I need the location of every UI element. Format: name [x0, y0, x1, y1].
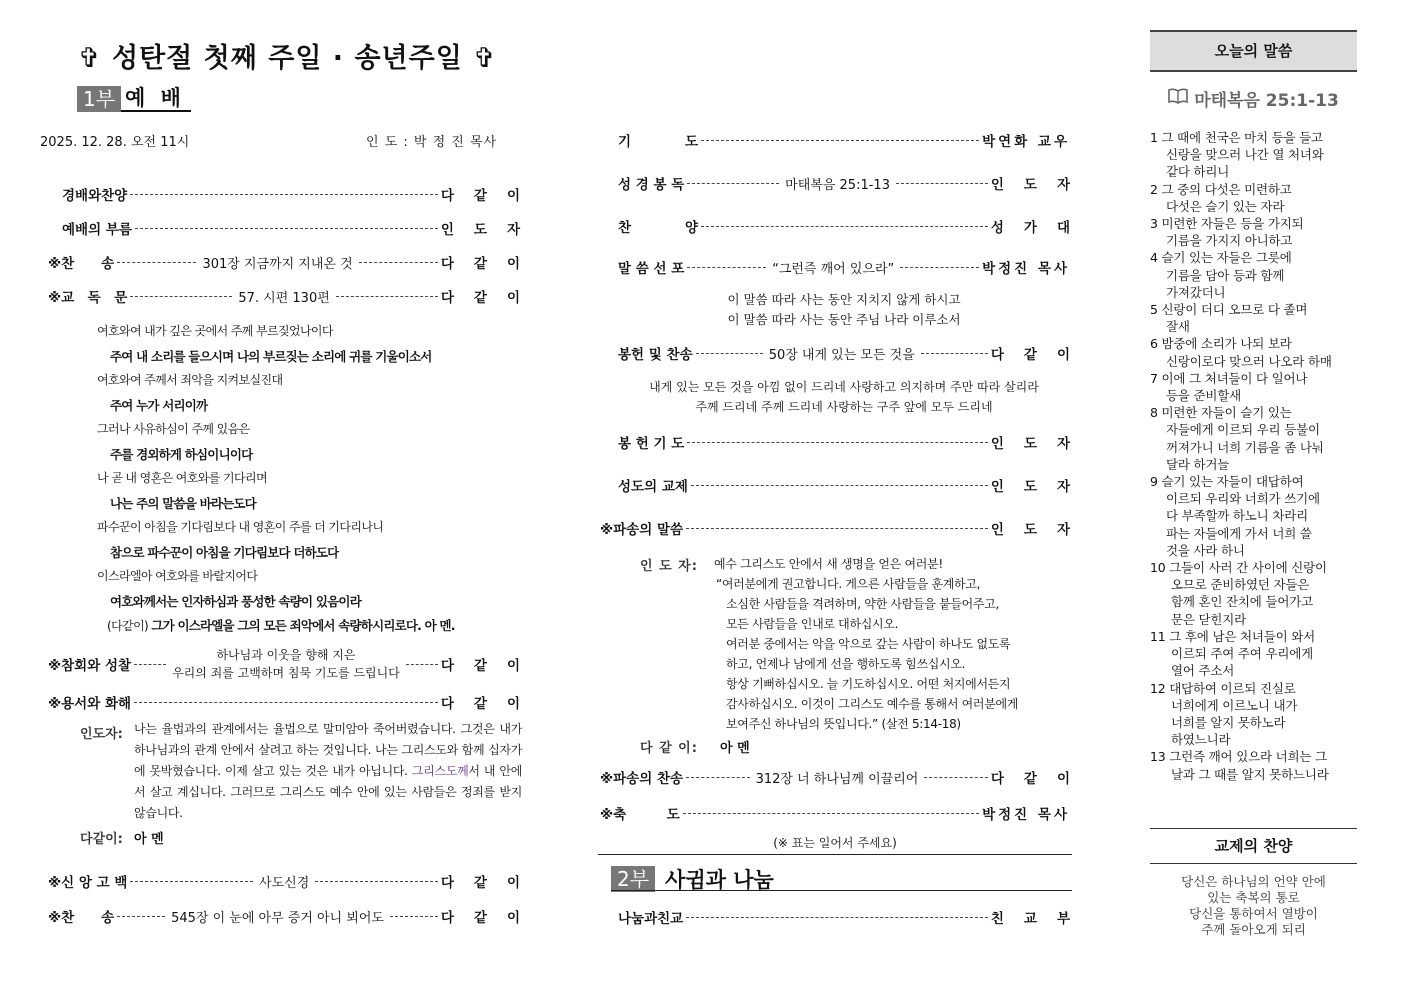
order-row [618, 474, 1090, 496]
sending-line: 예수 그리스도 안에서 새 생명을 얻은 여러분! [714, 557, 943, 571]
sermon-response-line: 이 말씀 따라 사는 동안 주님 나라 이루소서 [727, 312, 961, 327]
order-label: ※용서와 화해 [48, 696, 132, 712]
responsive-reading [97, 322, 517, 641]
order-detail: 50장 내게 있는 모든 것을 [768, 347, 915, 363]
order-detail: 301장 지금까지 지내온 것 [202, 256, 353, 272]
order-row [48, 251, 540, 273]
hymn-lyric-line: 당신은 하나님의 언약 안에 [1181, 874, 1326, 889]
order-label: 찬 양 [618, 220, 699, 236]
sending-text [714, 554, 1018, 734]
order-row-offering [618, 342, 1090, 364]
order-detail: “그런즉 깨어 있으라” [772, 261, 895, 277]
order-label: 경배와찬양 [62, 188, 128, 204]
order-detail: 마태복음 25:1-13 [785, 177, 890, 193]
order-responsible: 박연화 교우 [982, 134, 1070, 150]
sending-amen: 아 멘 [720, 741, 750, 756]
pardon-text-highlight: 그리스도께 [411, 764, 469, 778]
offering-lyric-line: 내게 있는 모든 것을 아낌 없이 드리네 사랑하고 의지하며 주만 따라 살리라 [649, 380, 1039, 394]
order-responsible: 박정진 목사 [982, 807, 1070, 823]
book-icon [1168, 88, 1188, 109]
order-label: ※파송의 말씀 [600, 522, 684, 538]
order-responsible: 인도자 [990, 177, 1090, 193]
scripture-reference-text: 마태복음 25:1-13 [1194, 91, 1339, 111]
verse: 7 이에 그 처녀들이 다 일어나 등을 준비할새 [1150, 370, 1308, 404]
order-detail: 사도신경 [259, 875, 310, 891]
sermon-response [618, 290, 1070, 330]
verse: 4 슬기 있는 자들은 그릇에 기름을 담아 등과 함께 가져갔더니 [1150, 250, 1292, 300]
part2-header [611, 866, 780, 892]
order-label: ※찬 송 [48, 256, 115, 272]
reading-leader-line: 파수꾼이 아침을 기다림보다 내 영혼이 주를 더 기다리나니 [97, 520, 384, 534]
reading-leader-line: 그러나 사유하심이 주께 있음은 [97, 422, 250, 436]
order-responsible: 다같이 [440, 910, 540, 926]
order-responsible: 다같이 [440, 658, 540, 674]
pardon-all-label: 다같이: [80, 832, 123, 847]
order-responsible: 성가대 [990, 220, 1090, 236]
order-row [618, 431, 1090, 453]
reading-people-line: 참으로 파수꾼이 아침을 기다림보다 더하도다 [110, 544, 339, 560]
sending-line: 하고, 언제나 남에게 선을 행하도록 힘쓰십시오. [726, 657, 966, 671]
reading-leader-line: 이스라엘아 여호와를 바랄지어다 [97, 569, 258, 583]
part1-name: 예 배 [121, 86, 191, 112]
order-responsible: 박정진 목사 [982, 261, 1070, 277]
order-responsible: 친교부 [990, 911, 1090, 927]
service-datetime: 2025. 12. 28. 오전 11시 [40, 135, 190, 150]
hymn-lyric-line: 있는 축복의 통로 [1207, 890, 1300, 905]
sending-line: 보여주신 하나님의 뜻입니다.” (살전 5:14-18) [726, 717, 961, 731]
order-row-fellowship [618, 906, 1090, 928]
verse: 6 밤중에 소리가 나되 보라 신랑이로다 맞으러 나오라 하매 [1150, 336, 1332, 369]
order-label: 봉헌 및 찬송 [618, 347, 693, 363]
verse: 1 그 때에 천국은 마치 등을 들고 신랑을 맞으러 나간 열 처녀와 같다 하리니 [1150, 130, 1324, 180]
page-title: ✞ 성탄절 첫째 주일 · 송년주일 ✞ [78, 43, 497, 74]
order-row [48, 285, 540, 307]
todays-word-title: 오늘의 말씀 [1150, 30, 1357, 72]
sermon-response-line: 이 말씀 따라 사는 동안 지치지 않게 하시고 [727, 292, 961, 307]
order-label: ※축 도 [600, 807, 680, 823]
verse: 13 그런즉 깨어 있으라 너희는 그 날과 그 때를 알지 못하느니라 [1150, 749, 1329, 782]
verse: 12 대답하여 이르되 진실로 너희에게 이르노니 내가 너희를 알지 못하노라 하였느니라 [1150, 680, 1298, 748]
order-row [618, 129, 1070, 151]
order-row [618, 172, 1090, 194]
hymn-lyric-line: 당신을 통하여서 열방이 [1189, 906, 1318, 921]
part2-name: 사귐과 나눔 [665, 868, 774, 892]
order-responsible: 인도자 [990, 479, 1090, 495]
sending-leader-label: 인 도 자: [640, 559, 698, 574]
sending-line: 감사하십시오. 이것이 그리스도 예수를 통해서 여러분에게 [726, 697, 1019, 711]
unison-prefix: (다같이) [107, 619, 149, 633]
sending-line: 항상 기뻐하십시오. 늘 기도하십시오. 어떤 처지에서든지 [726, 677, 1011, 691]
part2-underline [611, 890, 1072, 891]
order-row [600, 517, 1090, 539]
order-label: 예배의 부름 [62, 222, 132, 238]
sending-line: 모든 사람들을 인내로 대하십시오. [726, 617, 899, 631]
scripture-reference [1150, 86, 1357, 111]
order-label: ※교 독 문 [48, 290, 128, 306]
order-label: 말 씀 선 포 [618, 261, 685, 277]
reading-people-line: 나는 주의 말씀을 바라는도다 [110, 495, 256, 511]
sending-line: 여러분 중에서는 악을 악으로 갚는 사람이 하나도 없도록 [726, 637, 1011, 651]
pardon-text-part2: 서 내 안에서 살고 계십니다. 그러므로 그리스도 예수 안에 있는 사람들은 정죄를 받지 않습니다. [134, 764, 522, 820]
pardon-text-part1: 나는 율법과의 관계에서는 율법으로 말미암아 죽어버렸습니다. 그것은 내가 하나님과의 관계 안에서 살려고 하는 것입니다. 나는 그리스도와 함께 십자가에 못박혔습니다. 이제 살고 있는 것은 내가 아닙니다. [134, 722, 522, 778]
order-row-pardon [48, 691, 540, 713]
order-responsible: 인도자 [440, 222, 540, 238]
reading-leader-line: 여호와여 내가 깊은 곳에서 주께 부르짖었나이다 [97, 324, 333, 338]
middle-order-rows-2 [600, 431, 1090, 539]
order-label: ※파송의 찬송 [600, 771, 684, 787]
sending-all-label: 다 같 이: [640, 741, 698, 756]
order-responsible: 다같이 [440, 256, 540, 272]
order-row-benediction [600, 802, 1070, 824]
offering-hymn-lyrics [612, 377, 1076, 417]
confession-line-2: 우리의 죄를 고백하며 침묵 기도를 드립니다 [172, 666, 400, 680]
pardon-text [134, 719, 522, 824]
order-label: 봉 헌 기 도 [618, 436, 685, 452]
part1-header [77, 86, 191, 112]
left-order-rows [48, 183, 540, 307]
verse: 8 미련한 자들이 슬기 있는 자들에게 이르되 우리 등불이 꺼져가니 너희 기름을 좀 나눠 달라 하거늘 [1150, 405, 1324, 472]
reading-unison-line [97, 616, 517, 641]
verse: 11 그 후에 남은 처녀들이 와서 이르되 주여 주여 우리에게 열어 주소서 [1150, 628, 1315, 679]
part1-badge: 1부 [77, 86, 121, 112]
order-label: 기 도 [618, 134, 699, 150]
middle-order-rows [618, 129, 1090, 278]
hymn-lyric-line: 주께 돌아오게 되리 [1201, 922, 1306, 937]
reading-people-line: 주여 누가 서리이까 [110, 397, 208, 413]
order-row [62, 217, 540, 239]
order-detail: 545장 이 눈에 아무 증거 아니 뵈어도 [171, 910, 384, 926]
order-responsible: 다같이 [440, 290, 540, 306]
fellowship-hymn-lyrics [1150, 874, 1357, 938]
order-label: 성도의 교제 [618, 479, 688, 495]
verse: 10 그들이 사러 간 사이에 신랑이 오므로 준비하였던 자들은 함께 혼인 잔치에 들어가고 문은 닫힌지라 [1150, 560, 1327, 627]
order-label: ※참회와 성찰 [48, 658, 132, 674]
order-label: 성 경 봉 독 [618, 177, 685, 193]
fellowship-hymn-title: 교제의 찬양 [1150, 828, 1357, 864]
verse: 9 슬기 있는 자들이 대답하여 이르되 우리와 너희가 쓰기에 다 부족할까 하노니 차라리 파는 자들에게 가서 너희 쓸 것을 사라 하니 [1150, 474, 1320, 558]
confession-line-1: 하나님과 이웃을 향해 지은 [216, 648, 356, 662]
order-label: 나눔과친교 [618, 911, 684, 927]
order-row-creed [48, 870, 540, 892]
order-responsible: 다같이 [440, 696, 540, 712]
stand-note: (※ 표는 일어서 주세요) [773, 836, 897, 850]
order-detail: 57. 시편 130편 [238, 290, 330, 306]
verse: 5 신랑이 더디 오므로 다 졸며 잘새 [1150, 302, 1308, 335]
section-divider [598, 854, 1072, 855]
scripture-verses [1150, 129, 1360, 783]
unison-text: 그가 이스라엘을 그의 모든 죄악에서 속량하시리로다. 아 멘. [151, 618, 455, 633]
reading-leader-line: 나 곧 내 영혼은 여호와를 기다리며 [97, 471, 267, 485]
offering-lyric-line: 주께 드리네 주께 드리네 사랑하는 구주 앞에 모두 드리네 [695, 400, 993, 414]
service-leader: 인 도 : 박 정 진 목사 [366, 135, 498, 150]
sending-line: 소심한 사람들을 격려하며, 약한 사람들을 붙들어주고, [726, 597, 1000, 611]
reading-people-line: 주여 내 소리를 들으시며 나의 부르짖는 소리에 귀를 기울이소서 [110, 348, 432, 364]
order-responsible: 인도자 [990, 436, 1090, 452]
part2-badge: 2부 [611, 866, 655, 892]
reading-leader-line: 여호와여 주께서 죄악을 지켜보실진대 [97, 373, 283, 387]
order-responsible: 다같이 [440, 188, 540, 204]
order-responsible: 다같이 [440, 875, 540, 891]
order-detail [166, 646, 406, 682]
order-detail: 312장 너 하나님께 이끌리어 [755, 771, 919, 787]
verse: 3 미련한 자들은 등을 가지되 기름을 가지지 아니하고 [1150, 216, 1304, 249]
pardon-amen: 아 멘 [134, 832, 164, 847]
order-label: ※찬 송 [48, 910, 115, 926]
order-row-hymn [48, 905, 540, 927]
reading-people-line: 주를 경외하게 하심이니이다 [110, 446, 253, 462]
order-responsible: 인도자 [990, 522, 1090, 538]
order-row-confession [48, 645, 540, 683]
reading-people-line: 여호와께서는 인자하심과 풍성한 속량이 있음이라 [110, 593, 361, 609]
order-responsible: 다같이 [990, 347, 1090, 363]
pardon-leader-label: 인도자: [80, 727, 123, 742]
order-row [618, 215, 1090, 237]
order-row-sending-hymn [600, 766, 1090, 788]
order-row [62, 183, 540, 205]
order-row [618, 256, 1070, 278]
order-label: ※신 앙 고 백 [48, 875, 128, 891]
verse: 2 그 중의 다섯은 미련하고 다섯은 슬기 있는 자라 [1150, 181, 1292, 214]
order-responsible: 다같이 [990, 771, 1090, 787]
sending-line: “여러분에게 권고합니다. 게으른 사람들을 훈계하고, [716, 577, 981, 591]
